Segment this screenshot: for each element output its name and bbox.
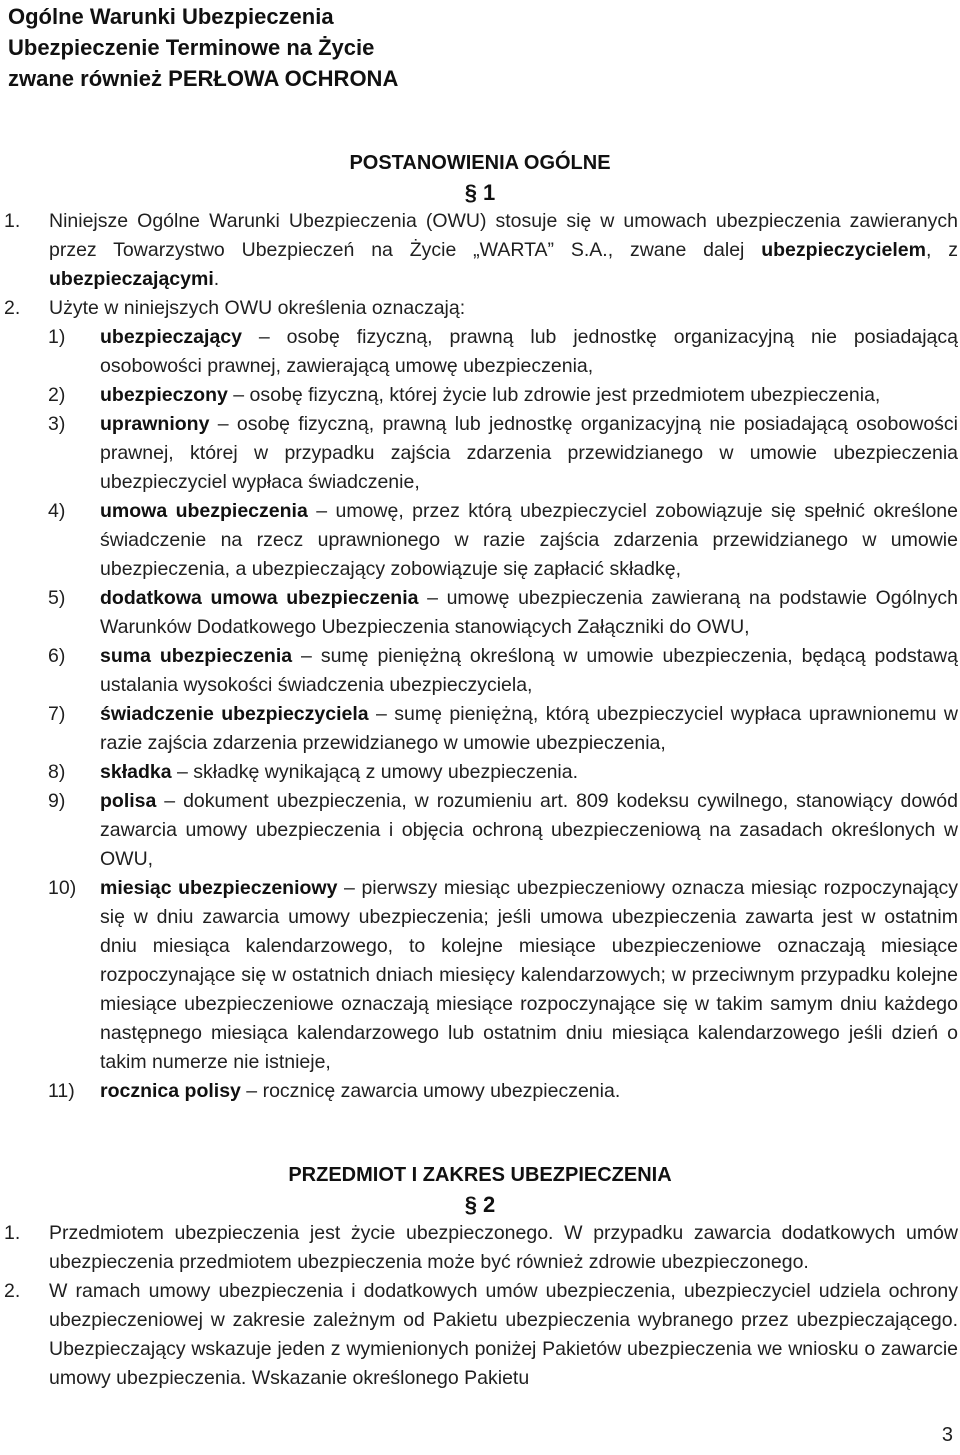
definition-item [48,1077,958,1106]
definition-term: polisa [100,790,157,812]
title-line-3: zwane również PERŁOWA OCHRONA [8,66,399,91]
definition-number: 4) [48,500,66,522]
definition-item [48,787,958,874]
point-number: 1. [4,1222,21,1244]
definition-number: 6) [48,645,66,667]
definition-text: – osobę fizyczną, prawną lub jednostkę organizacyjną nie posiadającą osobowości prawnej, której w przypadku zajścia zdarzenia przewidzianego w umowie ubezpieczenia ubezpieczyciel wypłaca świadczenie, [100,413,958,493]
definitions-list [48,323,958,1106]
definition-item [48,700,958,758]
paragraph-mark-2: § 2 [464,1192,496,1217]
definition-item [48,323,958,381]
term-insurer: ubezpieczycielem [761,239,926,261]
definition-term: składka [100,761,172,783]
point-text-end: . [213,268,220,290]
definition-text: – umowę ubezpieczenia zawieraną na podstawie Ogólnych Warunków Dodatkowego Ubezpieczenia stanowiących Załączniki do OWU, [100,587,958,638]
definition-body [100,758,958,787]
definition-term: miesiąc ubezpieczeniowy [100,877,338,899]
definition-term: dodatkowa umowa ubezpieczenia [100,587,419,609]
definition-body [100,700,958,758]
definition-item [48,381,958,410]
point-number: 2. [4,1280,21,1302]
definition-term: ubezpieczony [100,384,228,406]
definition-body [100,874,958,1077]
definition-number: 1) [48,326,66,348]
definition-number: 5) [48,587,66,609]
point-number: 1. [4,210,21,232]
definition-number: 9) [48,790,66,812]
definition-body [100,323,958,381]
definition-text: – składkę wynikającą z umowy ubezpieczenia. [171,761,579,783]
point-text-main: Niniejsze Ogólne Warunki Ubezpieczenia (OWU) stosuje się w umowach ubezpieczenia zawieranych przez Towarzystwo Ubezpieczeń na Życie „WARTA” S.A., zwane dalej [49,210,958,261]
definition-term: świadczenie ubezpieczyciela [100,703,369,725]
section-heading-subject-scope: PRZEDMIOT I ZAKRES UBEZPIECZENIA [288,1164,672,1186]
definition-body [100,787,958,874]
definition-term: rocznica polisy [100,1080,241,1102]
definition-body [100,584,958,642]
definition-text: – umowę, przez którą ubezpieczyciel zobowiązuje się spełnić określone świadczenie na rzecz uprawnionego w razie zajścia zdarzenia przewidzianego w umowie ubezpieczenia, a ubezpieczający zobowiązuje się zapłacić składkę, [100,500,958,580]
definition-term: suma ubezpieczenia [100,645,293,667]
term-policyholders: ubezpieczającymi [49,268,214,290]
definition-item [48,874,958,1077]
definition-item [48,584,958,642]
definition-number: 7) [48,703,66,725]
definition-text: – rocznicę zawarcia umowy ubezpieczenia. [240,1080,621,1102]
definition-body [100,642,958,700]
definition-body [100,1077,958,1106]
definition-term: ubezpieczający [100,326,242,348]
paragraph-mark-1: § 1 [464,180,496,205]
definition-number: 11) [48,1080,75,1102]
definition-body [100,381,958,410]
definition-text: – dokument ubezpieczenia, w rozumieniu art. 809 kodeksu cywilnego, stanowiący dowód zawarcia umowy ubezpieczenia i objęcia ochroną ubezpieczeniową na zasadach określonych w OWU, [100,790,958,870]
definition-term: uprawniony [100,413,210,435]
definition-text: – sumę pieniężną określoną w umowie ubezpieczenia, będącą podstawą ustalania wysokości świadczenia ubezpieczyciela, [100,645,958,696]
definition-body [100,497,958,584]
definition-text: – pierwszy miesiąc ubezpieczeniowy oznacza miesiąc rozpoczynający się w dniu zawarcia umowy ubezpieczenia; jeśli umowa ubezpieczenia zawarta jest w ostatnim dniu miesiąca kalendarzowego, to kolejne miesiące ubezpieczeniowe oznaczają miesiące rozpoczynające się w ostatnich dniach miesięcy kalendarzowych; w przeciwnym przypadku kolejne miesiące ubezpieczeniowe oznaczają miesiące rozpoczynające się w takim samym dniu każdego następnego miesiąca kalendarzowego lub ostatnim dniu miesiąca kalendarzowego jeśli dzień o takim numerze nie istnieje, [100,877,958,1073]
definition-item [48,758,958,787]
definition-text: – osobę fizyczną, prawną lub jednostkę organizacyjną nie posiadającą osobowości prawnej, zawierającą umowę ubezpieczenia, [100,326,958,377]
definition-text: – osobę fizyczną, której życie lub zdrowie jest przedmiotem ubezpieczenia, [227,384,881,406]
title-line-2: Ubezpieczenie Terminowe na Życie [8,35,375,60]
definition-body [100,410,958,497]
definition-number: 2) [48,384,66,406]
point-number: 2. [4,297,21,319]
point-text [49,207,958,294]
definition-item [48,410,958,497]
point-intro: Użyte w niniejszych OWU określenia oznaczają: [49,297,466,319]
definition-term: umowa ubezpieczenia [100,500,308,522]
page-number: 3 [941,1424,953,1446]
definition-number: 8) [48,761,66,783]
point-text-mid: , z [925,239,958,261]
definition-number: 3) [48,413,66,435]
definition-item [48,497,958,584]
point-text: W ramach umowy ubezpieczenia i dodatkowych umów ubezpieczenia, ubezpieczyciel udziela ochrony ubezpieczeniowej w zakresie zależnym od Pakietu ubezpieczenia wybranego przez ubezpieczającego. Ubezpieczający wskazuje jeden z wymienionych poniżej Pakietów ubezpieczenia we wniosku o zawarcie umowy ubezpieczenia. Wskazanie określonego Pakietu [49,1280,958,1389]
title-line-1: Ogólne Warunki Ubezpieczenia [8,4,334,29]
definition-text: – sumę pieniężną, którą ubezpieczyciel wypłaca uprawnionemu w razie zajścia zdarzenia przewidzianego w umowie ubezpieczenia, [100,703,958,754]
section-heading-general-provisions: POSTANOWIENIA OGÓLNE [349,152,611,174]
document-title [8,1,398,94]
definition-number: 10) [48,877,77,899]
point-text: Przedmiotem ubezpieczenia jest życie ubezpieczonego. W przypadku zawarcia dodatkowych umów ubezpieczenia przedmiotem ubezpieczenia może być również zdrowie ubezpieczonego. [49,1222,958,1273]
definition-item [48,642,958,700]
